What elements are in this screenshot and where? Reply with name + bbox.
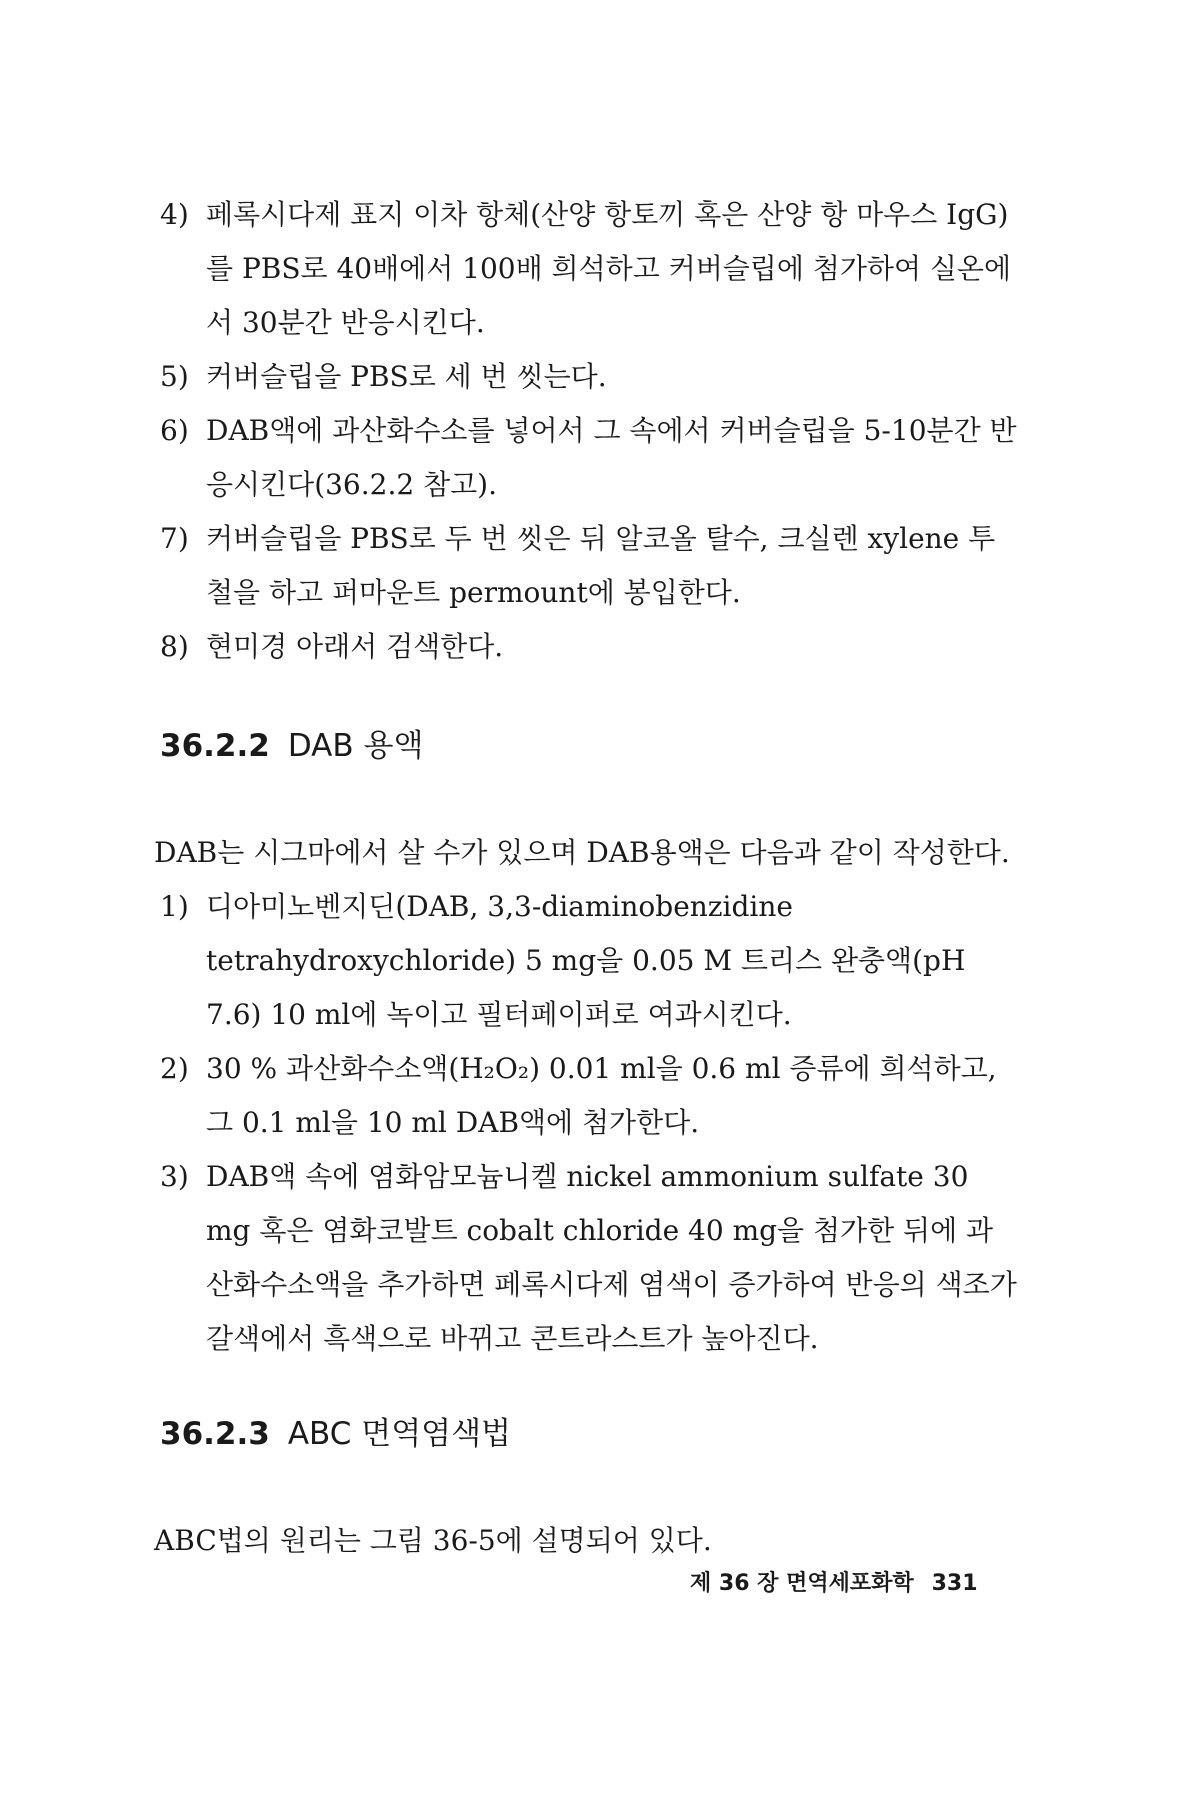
section-title: ABC 면역염색법	[287, 1416, 512, 1452]
section-number: 36.2.3	[160, 1416, 270, 1452]
list-item	[160, 350, 1020, 404]
running-footer-chapter: 제 36 장 면역세포화학	[690, 1571, 914, 1596]
section-heading-dab-solution	[160, 726, 1020, 766]
item-number: 5)	[160, 360, 189, 393]
section-intro: DAB는 시그마에서 살 수가 있으며 DAB용액은 다음과 같이 작성한다.	[154, 836, 1010, 869]
item-number: 2)	[160, 1052, 189, 1085]
list-item	[160, 1042, 1020, 1150]
list-item	[160, 188, 1020, 350]
item-number: 1)	[160, 890, 189, 923]
dab-recipe-list	[160, 880, 1020, 1366]
item-text: 디아미노벤지딘(DAB, 3,3-diaminobenzidine tetrahydroxychloride) 5 mg을 0.05 M 트리스 완충액(pH 7.6) 10 ml에 녹이고 필터페이퍼로 여과시킨다.	[206, 890, 966, 1031]
item-text: 커버슬립을 PBS로 두 번 씻은 뒤 알코올 탈수, 크실렌 xylene 투철을 하고 퍼마운트 permount에 봉입한다.	[206, 522, 996, 609]
procedure-list	[160, 188, 1020, 674]
item-number: 8)	[160, 630, 189, 663]
section-title: DAB 용액	[287, 728, 424, 764]
list-item	[160, 404, 1020, 512]
section-heading-abc-staining	[160, 1414, 1020, 1454]
page-footer	[690, 1566, 978, 1597]
item-text: 30 % 과산화수소액(H₂O₂) 0.01 ml을 0.6 ml 증류에 희석하고, 그 0.1 ml을 10 ml DAB액에 첨가한다.	[206, 1052, 997, 1139]
section-number: 36.2.2	[160, 728, 270, 764]
item-number: 6)	[160, 414, 189, 447]
item-number: 3)	[160, 1160, 189, 1193]
list-item	[160, 512, 1020, 620]
item-text: 현미경 아래서 검색한다.	[206, 630, 504, 663]
list-item	[160, 880, 1020, 1042]
page-body	[154, 188, 1020, 1568]
item-text: DAB액에 과산화수소를 넣어서 그 속에서 커버슬립을 5-10분간 반응시킨다(36.2.2 참고).	[206, 414, 1017, 501]
item-text: DAB액 속에 염화암모늄니켈 nickel ammonium sulfate 30 mg 혹은 염화코발트 cobalt chloride 40 mg을 첨가한 뒤에 과산화수소액을 추가하면 페록시다제 염색이 증가하여 반응의 색조가 갈색에서 흑색으로 바뀌고 콘트라스트가 높아진다.	[206, 1160, 1017, 1355]
page-number: 331	[931, 1571, 978, 1596]
item-number: 7)	[160, 522, 189, 555]
list-item	[160, 1150, 1020, 1366]
item-number: 4)	[160, 198, 189, 231]
list-item	[160, 620, 1020, 674]
section-intro: ABC법의 원리는 그림 36-5에 설명되어 있다.	[154, 1524, 712, 1557]
item-text: 페록시다제 표지 이차 항체(산양 항토끼 혹은 산양 항 마우스 IgG)를 PBS로 40배에서 100배 희석하고 커버슬립에 첨가하여 실온에서 30분간 반응시킨다.	[206, 198, 1012, 339]
item-text: 커버슬립을 PBS로 세 번 씻는다.	[206, 360, 607, 393]
